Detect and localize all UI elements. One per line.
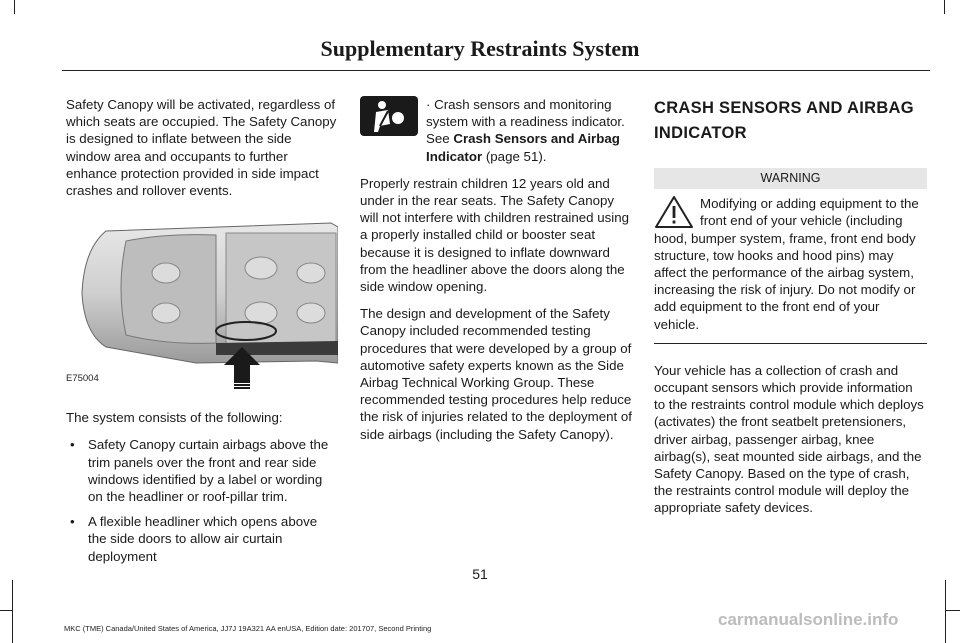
indicator-description: · Crash sensors and monitoring system with a readiness indicator. See [426, 97, 625, 147]
page-header-title: Supplementary Restraints System [320, 36, 640, 61]
crop-mark [0, 610, 12, 611]
crop-mark [946, 610, 960, 611]
warning-label: WARNING [654, 168, 927, 189]
header-rule [62, 70, 930, 71]
section-title-line-1: CRASH SENSORS AND AIRBAG [654, 99, 914, 117]
crop-mark [944, 0, 945, 14]
page-number: 51 [472, 566, 488, 582]
warning-triangle-icon [654, 195, 694, 229]
airbag-indicator-paragraph [360, 96, 632, 165]
section-title-line-2: INDICATOR [654, 124, 747, 142]
children-paragraph: Properly restrain children 12 years old and under in the rear seats. The Safety Canopy will not interfere with children restrained using a properly installed child or booster seat because it is designed to inflate downward from the headliner above the doors along the side window opening. [360, 175, 630, 295]
warning-box [654, 195, 927, 344]
vehicle-safety-canopy-figure [66, 213, 338, 389]
column-1 [66, 96, 338, 573]
system-components-list [66, 436, 338, 564]
sensors-paragraph: Your vehicle has a collection of crash and occupant sensors which provide information to the restraints control module which deploys (activates) the front seatbelt pretensioners, driver airbag, passenger airbag, knee airbag(s), seat mounted side airbags, and the Safety Canopy. Based on the type of crash, the restraints control module will deploy the appropriate safety devices. [654, 362, 924, 516]
car-top-view-illustration [66, 213, 338, 389]
list-item: • Safety Canopy curtain airbags above the trim panels over the front and rear side windows identified by a label or wording on the headliner or roof-pillar trim. [66, 436, 338, 505]
crop-mark [14, 0, 15, 14]
page-reference: (page 51). [482, 148, 547, 164]
airbag-warning-icon [360, 96, 418, 136]
crop-mark [945, 580, 946, 643]
cross-reference-link[interactable]: Crash Sensors and Airbag Indicator [426, 131, 620, 164]
warning-text: Modifying or adding equipment to the front end of your vehicle (including hood, bumper system, frame, front end body structure, tow hooks and hood pins) may affect the performance of the airbag system, increasing the risk of injury. Do not modify or add equipment to the front end of your vehicle. [654, 196, 919, 332]
list-item: • A flexible headliner which opens above the side doors to allow air curtain deployment [66, 513, 338, 565]
column-2 [360, 96, 632, 453]
figure-label: E75004 [66, 373, 99, 385]
section-title [654, 96, 927, 146]
design-paragraph: The design and development of the Safety Canopy included recommended testing procedures that were developed by a group of automotive safety experts known as the Side Airbag Technical Working Group. These recommended testing procedures help reduce the risk of injuries related to the deployment of side airbags (including the Safety Canopy). [360, 306, 632, 442]
crop-mark [12, 580, 13, 643]
intro-paragraph: Safety Canopy will be activated, regardless of which seats are occupied. The Safety Canopy is designed to inflate between the side window area and occupants to further enhance protection provided in side impact crashes and rollover events. [66, 97, 337, 199]
footer-text: MKC (TME) Canada/United States of America, JJ7J 19A321 AA enUSA, Edition date: 201707, Second Printing [64, 624, 432, 633]
column-3 [654, 96, 927, 527]
watermark: carmanualsonline.info [718, 610, 899, 629]
list-intro: The system consists of the following: [66, 410, 283, 426]
